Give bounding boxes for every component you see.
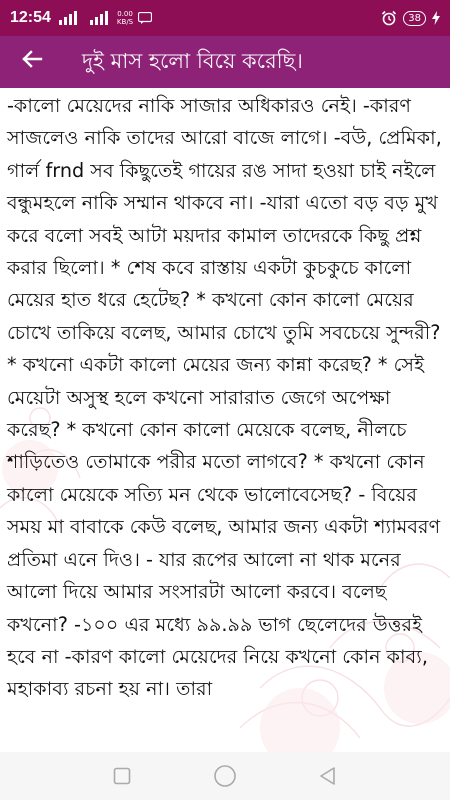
battery-level: 38	[403, 11, 426, 26]
signal-2-icon	[90, 11, 112, 25]
circle-icon	[213, 764, 237, 788]
signal-icon	[59, 11, 85, 25]
charging-icon	[432, 11, 440, 25]
status-right	[381, 10, 440, 26]
square-icon	[113, 767, 131, 785]
home-button[interactable]	[205, 756, 245, 796]
sms-icon	[138, 12, 152, 24]
net-speed: 0.00 KB/S	[116, 10, 134, 26]
arrow-left-icon	[20, 47, 44, 71]
status-time: 12:54	[10, 9, 51, 26]
article-container[interactable]	[0, 88, 450, 752]
back-button[interactable]	[0, 47, 64, 78]
nav-back-button[interactable]	[308, 756, 348, 796]
system-nav-bar	[0, 752, 450, 800]
recents-button[interactable]	[102, 756, 142, 796]
app-bar	[0, 36, 450, 88]
alarm-icon	[381, 10, 397, 26]
status-left-icons	[59, 10, 152, 26]
article-body: -কালো মেয়েদের নাকি সাজার অধিকারও নেই। -কারণ সাজলেও নাকি তাদের আরো বাজে লাগে। -বউ, প্রেমিকা, গার্ল frnd সব কিছুতেই গায়ের রঙ সাদা হওয়া চাই নইলে বন্ধুমহলে নাকি সম্মান থাকবে না। -যারা এতো বড় বড় মুখ করে বলো সবই আটা ময়দার কামাল তাদেরকে কিছু প্রশ্ন করার ছিলো। * শেষ কবে রাস্তায় একটা কুচকুচে কালো মেয়ের হাত ধরে হেটেছ? * কখনো কোন কালো মেয়ের চোখে তাকিয়ে বলেছ, আমার চোখে তুমি সবচেয়ে সুন্দরী? * কখনো একটা কালো মেয়ের জন্য কান্না করেছ? * সেই মেয়েটা অসুস্থ হলে কখনো সারারাত জেগে অপেক্ষা করেছ? * কখনো কোন কালো মেয়েকে বলেছ, নীলচে শাড়িতেও তোমাকে পরীর মতো লাগবে? * কখনো কোন কালো মেয়েকে সত্যি মন থেকে ভালোবেসেছ? - বিয়ের সময় মা বাবাকে কেউ বলেছ, আমার জন্য একটা শ্যামবরণ প্রতিমা এনে দিও। - যার রূপের আলো না থাক মনের আলো দিয়ে আমার সংসারটা আলো করবে। বলেছ কখনো? -১০০ এর মধ্যে ৯৯.৯৯ ভাগ ছেলেদের উত্তরই হবে না -কারণ কালো মেয়েদের নিয়ে কখনো কোন কাব্য, মহাকাব্য রচনা হয় না। তারা	[7, 94, 442, 701]
status-bar	[0, 0, 450, 36]
page-title: দুই মাস হলো বিয়ে করেছি।	[82, 48, 303, 73]
triangle-back-icon	[318, 766, 338, 786]
